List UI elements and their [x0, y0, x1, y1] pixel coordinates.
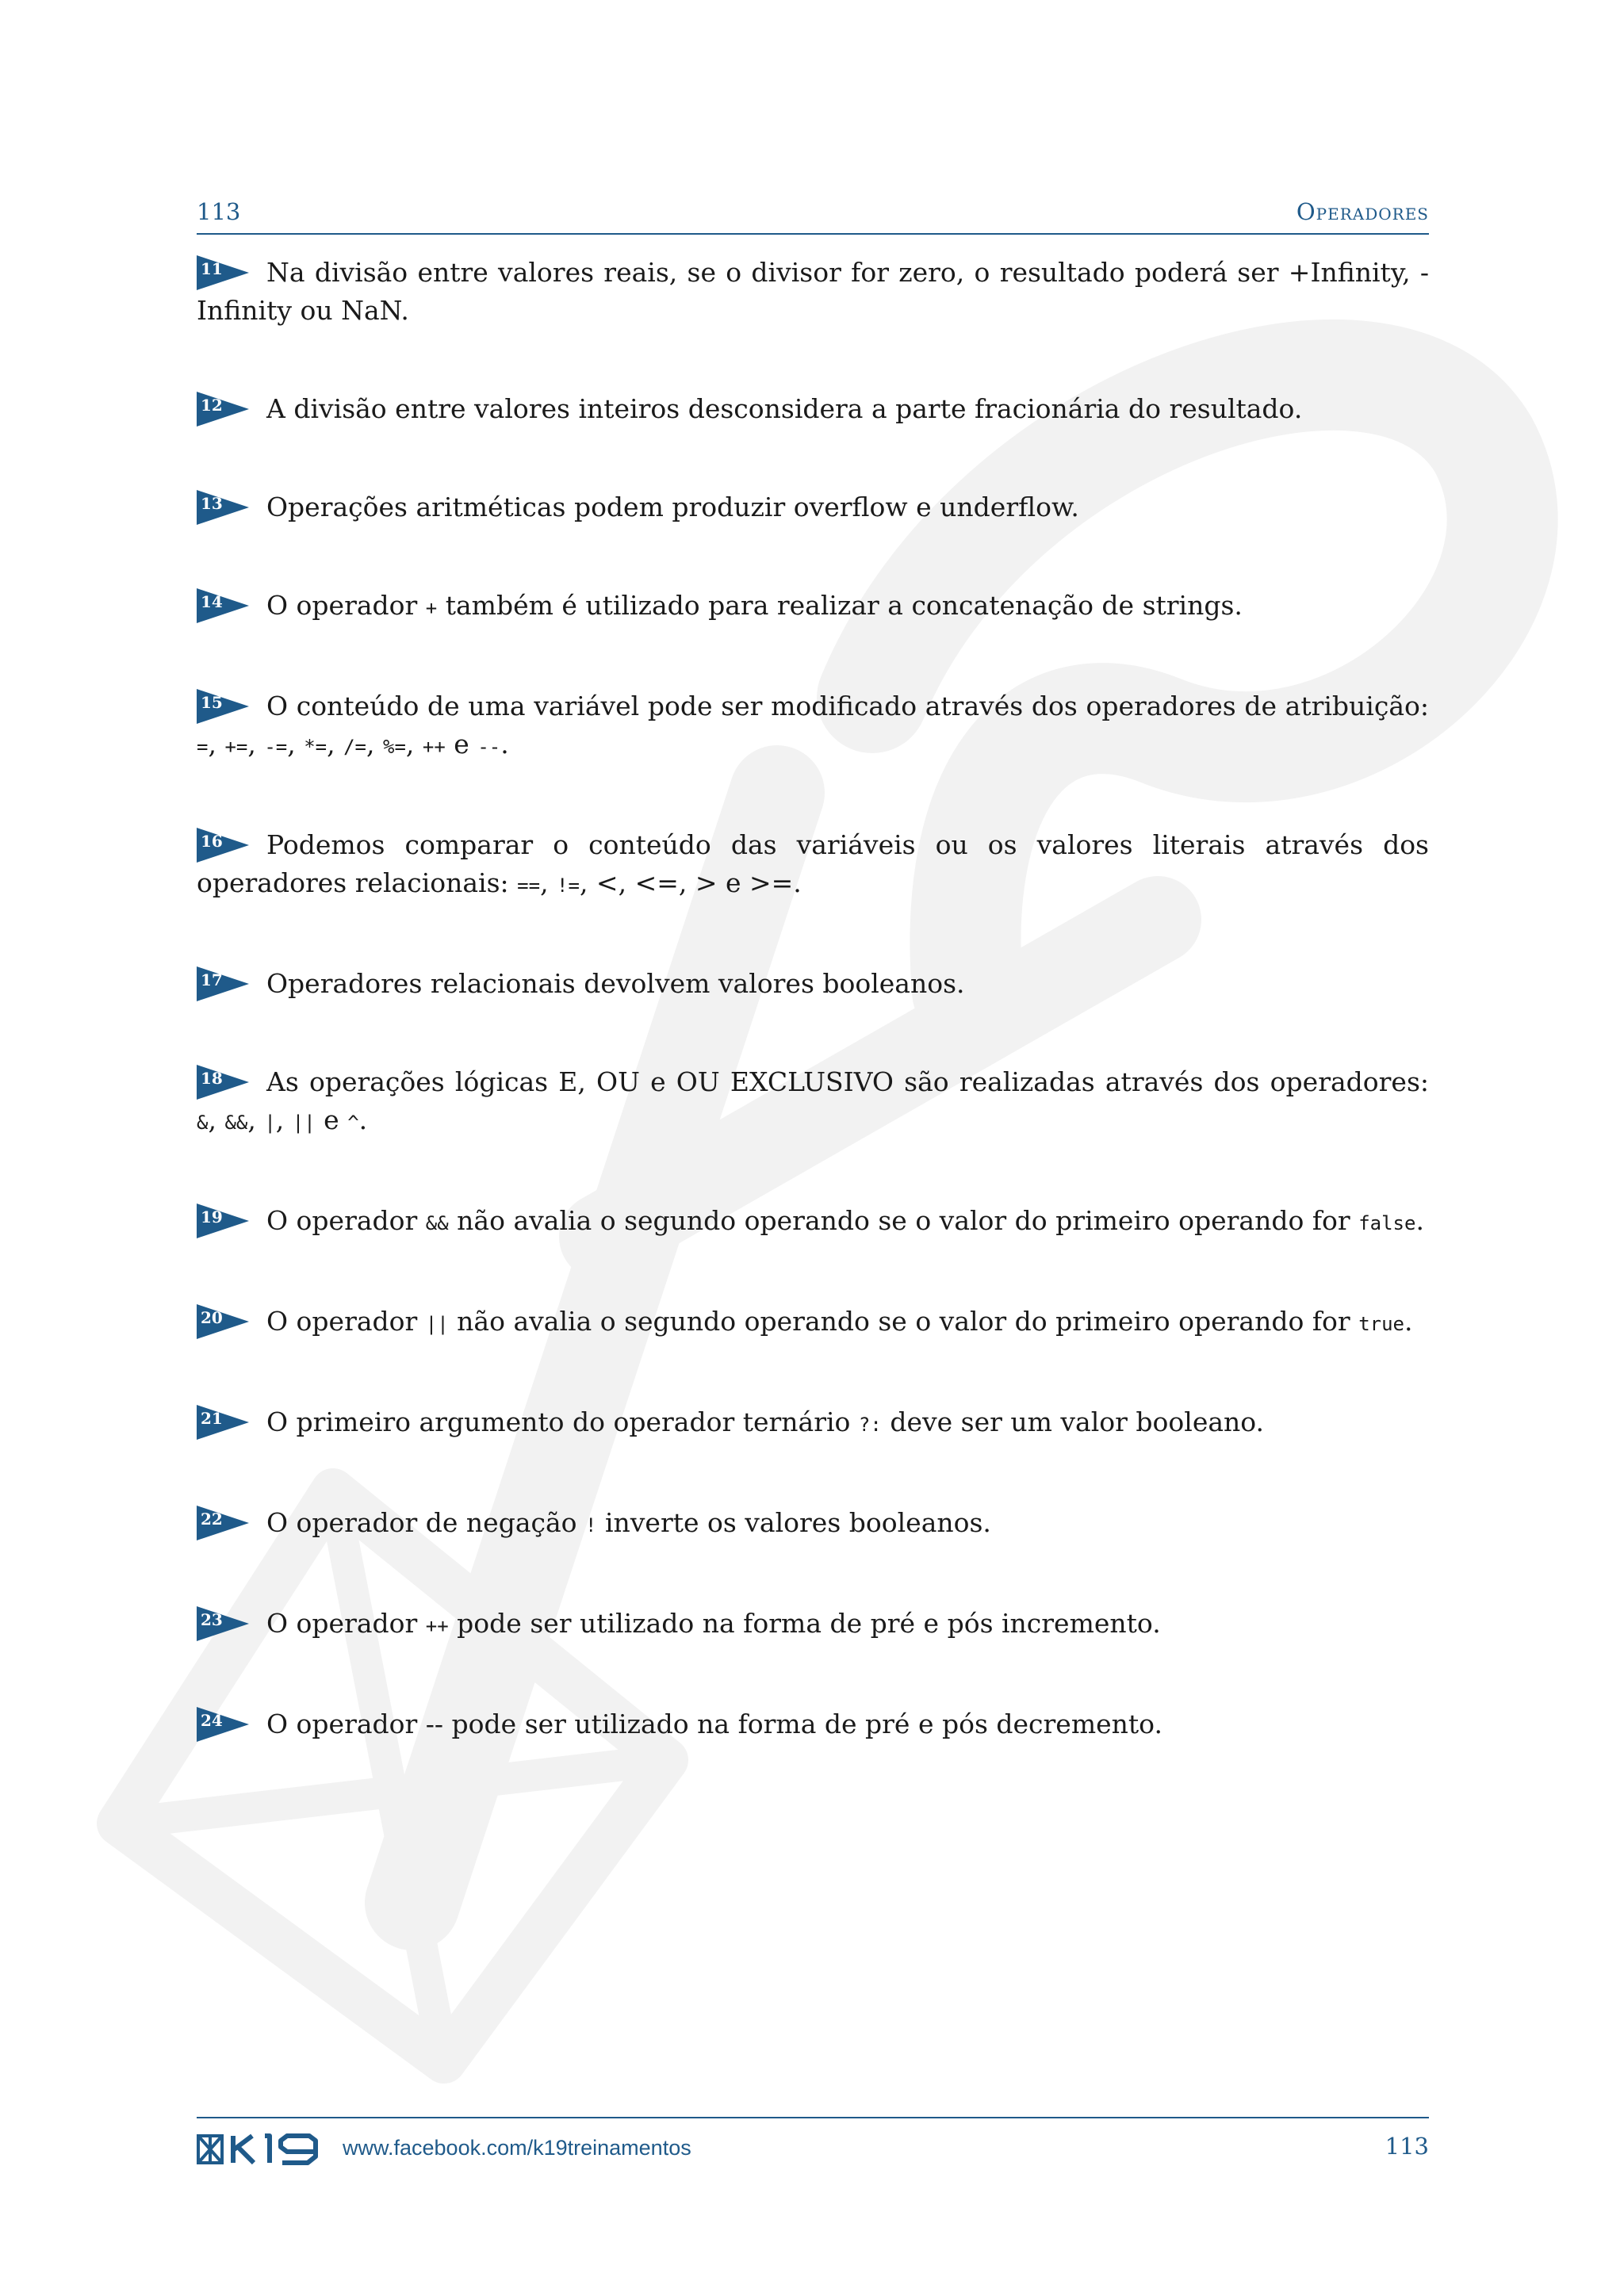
item-number: 12 — [201, 396, 223, 415]
summary-item — [197, 1303, 1429, 1343]
item-number: 14 — [201, 592, 223, 611]
item-number-marker — [197, 1504, 249, 1542]
inline-code: + — [425, 597, 438, 619]
item-text: O operador de negação — [266, 1507, 586, 1538]
item-text: , — [247, 729, 265, 760]
item-text: O operador — [266, 1306, 426, 1337]
inline-code: ?: — [858, 1414, 882, 1436]
summary-item — [197, 1063, 1429, 1142]
inline-code: == — [517, 874, 541, 897]
item-number-marker — [197, 1063, 249, 1101]
item-number: 24 — [201, 1711, 223, 1730]
page-footer — [197, 2117, 1429, 2182]
item-text: , — [327, 729, 344, 760]
item-text: O operador — [266, 1205, 426, 1236]
item-number: 11 — [201, 259, 223, 278]
item-number-marker — [197, 488, 249, 526]
item-text: , — [208, 729, 225, 760]
item-number: 18 — [201, 1069, 223, 1088]
item-text: não avalia o segundo operando se o valor do primeiro operando for — [448, 1306, 1359, 1337]
item-text: . — [1404, 1306, 1413, 1337]
summary-item — [197, 1403, 1429, 1444]
summary-item — [197, 826, 1429, 905]
item-text: Operadores relacionais devolvem valores booleanos. — [266, 968, 965, 999]
inline-code: && — [224, 1112, 248, 1134]
item-number: 19 — [201, 1207, 223, 1226]
item-number-marker — [197, 826, 249, 864]
inline-code: || — [425, 1313, 449, 1335]
item-number-marker — [197, 390, 249, 428]
summary-list — [197, 254, 1429, 1743]
inline-code: -- — [477, 736, 501, 758]
k19-logo — [197, 2133, 324, 2166]
inline-code: false — [1358, 1212, 1416, 1234]
item-number-marker — [197, 1605, 249, 1643]
item-text: , — [247, 1104, 265, 1135]
inline-code: ++ — [425, 1615, 449, 1637]
item-text: não avalia o segundo operando se o valor do primeiro operando for — [448, 1205, 1359, 1236]
item-number: 15 — [201, 693, 223, 712]
item-number: 23 — [201, 1610, 223, 1629]
inline-code: ! — [585, 1514, 597, 1536]
summary-item — [197, 390, 1429, 428]
item-number: 20 — [201, 1308, 223, 1327]
summary-item — [197, 1504, 1429, 1544]
item-number-marker — [197, 1705, 249, 1743]
item-number: 17 — [201, 970, 223, 989]
item-text: . — [1415, 1205, 1424, 1236]
summary-item — [197, 1705, 1429, 1743]
footer-page-number: 113 — [1385, 2133, 1429, 2160]
item-text: Operações aritméticas podem produzir overflow e underflow. — [266, 492, 1079, 522]
item-text: . — [358, 1104, 368, 1135]
item-text: , — [208, 1104, 225, 1135]
inline-code: %= — [383, 736, 406, 758]
inline-code: || — [292, 1112, 316, 1134]
summary-item — [197, 488, 1429, 526]
item-number-marker — [197, 587, 249, 625]
item-text: deve ser um valor booleano. — [881, 1406, 1265, 1437]
item-text: O operador — [266, 590, 426, 621]
inline-code: && — [425, 1212, 449, 1234]
footer-url: www.facebook.com/k19treinamentos — [343, 2136, 691, 2160]
item-number: 21 — [201, 1409, 223, 1428]
item-text: O conteúdo de uma variável pode ser modificado através dos operadores de atribuição: — [266, 691, 1429, 721]
inline-code: != — [557, 874, 580, 897]
item-number: 13 — [201, 494, 223, 513]
item-number: 22 — [201, 1510, 223, 1529]
inline-code: /= — [343, 736, 367, 758]
item-text: , <, <=, > e >=. — [579, 867, 802, 898]
inline-code: ^ — [347, 1112, 359, 1134]
item-text: , — [366, 729, 383, 760]
summary-item — [197, 965, 1429, 1003]
item-text: A divisão entre valores inteiros desconsidera a parte fracionária do resultado. — [266, 393, 1303, 424]
item-text: e — [445, 729, 478, 760]
item-text: Na divisão entre valores reais, se o divisor for zero, o resultado poderá ser +Infinity, -Infinity ou NaN. — [197, 257, 1429, 326]
inline-code: | — [264, 1112, 276, 1134]
header-chapter-title: Operadores — [1296, 198, 1429, 225]
item-text: O operador — [266, 1608, 426, 1639]
item-number: 16 — [201, 832, 223, 851]
summary-item — [197, 1202, 1429, 1242]
item-number-marker — [197, 1202, 249, 1240]
item-text: Podemos comparar o conteúdo das variáveis ou os valores literais através dos operadores relacionais: — [197, 829, 1429, 898]
item-text: inverte os valores booleanos. — [596, 1507, 991, 1538]
item-text: , — [540, 867, 557, 898]
item-text: , — [405, 729, 423, 760]
inline-code: ++ — [422, 736, 446, 758]
page-header — [197, 197, 1429, 235]
item-text: , — [287, 729, 304, 760]
item-text: também é utilizado para realizar a concatenação de strings. — [437, 590, 1243, 621]
inline-code: & — [197, 1112, 209, 1134]
item-number-marker — [197, 687, 249, 725]
inline-code: += — [224, 736, 248, 758]
item-number-marker — [197, 965, 249, 1003]
item-text: O operador -- pode ser utilizado na forma de pré e pós decremento. — [266, 1709, 1162, 1739]
summary-item — [197, 587, 1429, 627]
item-text: O primeiro argumento do operador ternário — [266, 1406, 859, 1437]
item-number-marker — [197, 1403, 249, 1441]
item-number-marker — [197, 1303, 249, 1341]
summary-item — [197, 687, 1429, 766]
summary-item — [197, 1605, 1429, 1645]
item-number-marker — [197, 254, 249, 292]
summary-item — [197, 254, 1429, 330]
item-text: . — [500, 729, 509, 760]
inline-code: true — [1358, 1313, 1404, 1335]
item-text: pode ser utilizado na forma de pré e pós incremento. — [448, 1608, 1161, 1639]
inline-code: *= — [304, 736, 327, 758]
item-text: As operações lógicas E, OU e OU EXCLUSIVO são realizadas através dos operadores: — [266, 1066, 1429, 1097]
inline-code: -= — [264, 736, 288, 758]
header-page-number: 113 — [197, 198, 241, 225]
item-text: e — [315, 1104, 348, 1135]
inline-code: = — [197, 736, 209, 758]
item-text: , — [275, 1104, 293, 1135]
